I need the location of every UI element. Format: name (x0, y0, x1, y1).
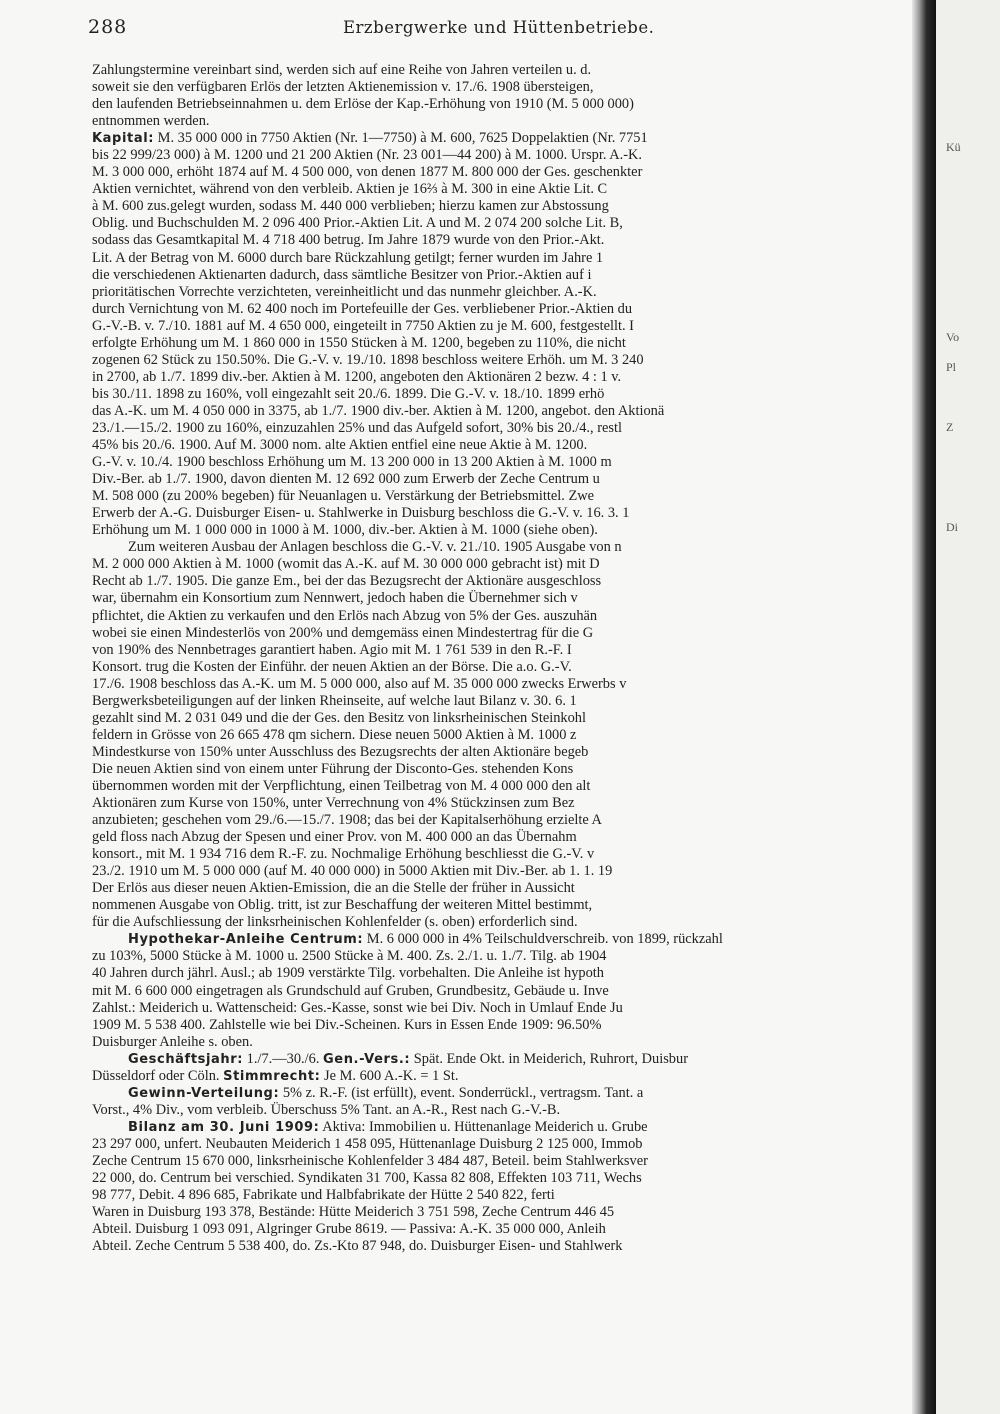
line-text: zogenen 62 Stück zu 150.50%. Die G.-V. v. 19./10. 1898 beschloss weitere Erhöh. um M. 3 240 (92, 351, 644, 368)
running-title: Erzbergwerke und Hüttenbetriebe. (343, 18, 655, 37)
line-text: sodass das Gesamtkapital M. 4 718 400 betrug. Im Jahre 1879 wurde von den Prior.-Akt. (92, 232, 605, 249)
line-text: 23./2. 1910 um M. 5 000 000 (auf M. 40 000 000) in 5000 Aktien mit Div.-Ber. ab 1. 1. 19 (92, 863, 613, 880)
text-line (92, 1221, 908, 1238)
line-text: erfolgte Erhöhung um M. 1 860 000 in 1550 Stücken à M. 1200, begeben zu 110%, die nicht (92, 334, 626, 351)
line-text: Mindestkurse von 150% unter Ausschluss des Bezugsrechts der alten Aktionäre begeb (92, 743, 589, 760)
text-line (92, 522, 908, 539)
facing-page-fragment: Vo (946, 330, 960, 344)
page-number: 288 (88, 16, 128, 38)
text-line (92, 130, 908, 147)
line-text: Div.-Ber. ab 1./7. 1900, davon dienten M. 12 692 000 zum Erwerb der Zeche Centrum u (92, 471, 600, 488)
line-text: 23./1.—15./2. 1900 zu 160%, einzuzahlen 25% und das Aufgeld sofort, 30% bis 20./4., restl (92, 419, 622, 436)
text-line (92, 369, 908, 386)
facing-page-edge (936, 0, 1000, 1414)
line-text: Die neuen Aktien sind von einem unter Führung der Disconto-Ges. stehenden Kons (92, 760, 574, 777)
text-line (92, 744, 908, 761)
text-line (92, 113, 908, 130)
text-line (92, 1204, 908, 1221)
text-line (92, 386, 908, 403)
text-line (92, 147, 908, 164)
line-text: das A.-K. um M. 4 050 000 in 3375, ab 1./7. 1900 div.-ber. Aktien à M. 1200, angebot. den Aktionä (92, 402, 665, 419)
line-text: 1909 M. 5 538 400. Zahlstelle wie bei Div.-Scheinen. Kurs in Essen Ende 1909: 96.50% (92, 1016, 602, 1033)
line-text: Aktionären zum Kurse von 150%, unter Verrechnung von 4% Stückzinsen zum Bez (92, 795, 575, 812)
text-line (92, 164, 908, 181)
text-line (92, 573, 908, 590)
line-text: Konsort. trug die Kosten der Einführ. der neuen Aktien an der Börse. Die a.o. G.-V. (92, 658, 572, 675)
line-text: pflichtet, die Aktien zu verkaufen und den Erlös nach Abzug von 5% der Ges. auszuhän (92, 607, 598, 624)
line-text: entnommen werden. (92, 113, 210, 130)
text-line (92, 1051, 908, 1068)
line-text: prioritätischen Vorrechte verzichteten, vereinheitlicht und das nunmehr gleichber. A.-K. (92, 283, 597, 300)
line-text: Der Erlös aus dieser neuen Aktien-Emission, die an die Stelle der früher in Aussicht (92, 880, 575, 897)
text-line (92, 1068, 908, 1085)
text-line (92, 62, 908, 79)
text-line (92, 625, 908, 642)
line-text: G.-V.-B. v. 7./10. 1881 auf M. 4 650 000, eingeteilt in 7750 Aktien zu je M. 600, festgestellt. I (92, 317, 634, 334)
text-line (92, 590, 908, 607)
text-line (92, 250, 908, 267)
line-text: anzubieten; geschehen vom 29./6.—15./7. 1908; das bei der Kapitalserhöhung erzielte A (92, 812, 602, 829)
line-text: von 190% des Nennbetrages garantiert haben. Agio mit M. 1 761 539 in den R.-F. I (92, 641, 572, 658)
text-line (92, 897, 908, 914)
line-text: durch Vernichtung von M. 62 400 noch im Portefeuille der Ges. verbliebener Prior.-Aktien du (92, 300, 633, 317)
facing-page-fragment: Pl (946, 360, 957, 374)
text-line (92, 880, 908, 897)
book-gutter (912, 0, 936, 1414)
line-text: die verschiedenen Aktienarten dadurch, dass sämtliche Besitzer von Prior.-Aktien auf i (92, 266, 592, 283)
line-text: Lit. A der Betrag von M. 6000 durch bare Rückzahlung getilgt; ferner wurden im Jahre 1 (92, 249, 604, 266)
text-line (92, 676, 908, 693)
text-line (92, 710, 908, 727)
line-text: 23 297 000, unfert. Neubauten Meiderich 1 458 095, Hüttenanlage Duisburg 2 125 000, Immob (92, 1135, 643, 1152)
text-line (92, 267, 908, 284)
section-heading: Geschäftsjahr: (128, 1051, 244, 1067)
text-line (92, 659, 908, 676)
text-line (92, 454, 908, 471)
text-line (92, 437, 908, 454)
text-line (92, 829, 908, 846)
line-text: Spät. Ende Okt. in Meiderich, Ruhrort, Duisbur (410, 1050, 688, 1067)
text-line (92, 539, 908, 556)
line-text: bis 30./11. 1898 zu 160%, voll eingezahlt seit 20./6. 1899. Die G.-V. v. 18./10. 1899 erhö (92, 385, 605, 402)
line-text: 40 Jahren durch jährl. Ausl.; ab 1909 verstärkte Tilg. vorbehalten. Die Anleihe ist hypoth (92, 965, 604, 982)
line-text: Zum weiteren Ausbau der Anlagen beschloss die G.-V. v. 21./10. 1905 Ausgabe von n (128, 539, 622, 556)
text-line (92, 761, 908, 778)
line-text: Vorst., 4% Div., vom verbleib. Überschuss 5% Tant. an A.-R., Rest nach G.-V.-B. (92, 1101, 561, 1118)
line-text: Duisburger Anleihe s. oben. (92, 1033, 253, 1050)
line-text: geld floss nach Abzug der Spesen und einer Prov. von M. 400 000 an das Übernahm (92, 829, 577, 846)
text-line (92, 301, 908, 318)
line-text: Abteil. Zeche Centrum 5 538 400, do. Zs.-Kto 87 948, do. Duisburger Eisen- und Stahlwerk (92, 1238, 623, 1255)
line-text: 45% bis 20./6. 1900. Auf M. 3000 nom. alte Aktien entfiel eine neue Aktie à M. 1200. (92, 437, 588, 454)
line-text: à M. 600 zus.gelegt wurden, sodass M. 440 000 verblieben; hierzu kamen zur Abstossung (92, 198, 609, 215)
line-text: für die Aufschliessung der linksrheinischen Kohlenfelder (s. oben) erforderlich sind. (92, 914, 578, 931)
text-line (92, 1238, 908, 1255)
section-heading: Bilanz am 30. Juni 1909: (128, 1119, 320, 1135)
text-line (92, 1085, 908, 1102)
text-line (92, 215, 908, 232)
text-line (92, 420, 908, 437)
text-line (92, 795, 908, 812)
body-text (92, 62, 908, 1255)
line-text: übernommen worden mit der Verpflichtung, einen Teilbetrag von M. 4 000 000 den alt (92, 777, 591, 794)
text-line (92, 846, 908, 863)
line-text: Waren in Duisburg 193 378, Bestände: Hütte Meiderich 3 751 598, Zeche Centrum 446 45 (92, 1204, 615, 1221)
line-text: Zahlungstermine vereinbart sind, werden sich auf eine Reihe von Jahren verteilen u. d. (92, 62, 592, 78)
text-line (92, 318, 908, 335)
line-text: Abteil. Duisburg 1 093 091, Algringer Grube 8619. — Passiva: A.-K. 35 000 000, Anleih (92, 1221, 606, 1238)
line-text: Je M. 600 A.-K. = 1 St. (320, 1067, 459, 1084)
text-line (92, 727, 908, 744)
text-line (92, 1153, 908, 1170)
line-text: 1./7.—30./6. (243, 1050, 324, 1067)
line-text: M. 2 000 000 Aktien à M. 1000 (womit das A.-K. auf M. 30 000 000 gebracht ist) mit D (92, 556, 600, 573)
text-line (92, 79, 908, 96)
text-line (92, 812, 908, 829)
text-line (92, 471, 908, 488)
facing-page-fragment: Di (946, 520, 958, 534)
line-text: M. 508 000 (zu 200% begeben) für Neuanlagen u. Verstärkung der Betriebsmittel. Zwe (92, 488, 595, 505)
line-text: Bergwerksbeteiligungen auf der linken Rheinseite, auf welche laut Bilanz v. 30. 6. 1 (92, 692, 577, 709)
text-line (92, 1170, 908, 1187)
line-text: M. 6 000 000 in 4% Teilschuldverschreib. von 1899, rückzahl (363, 931, 723, 948)
line-text: G.-V. v. 10./4. 1900 beschloss Erhöhung um M. 13 200 000 in 13 200 Aktien à M. 1000 m (92, 454, 612, 471)
section-heading: Gewinn-Verteilung: (128, 1085, 280, 1101)
text-line (92, 335, 908, 352)
line-text: bis 22 999/23 000) à M. 1200 und 21 200 Aktien (Nr. 23 001—44 200) à M. 1000. Urspr. A.-K. (92, 147, 643, 164)
text-line (92, 198, 908, 215)
line-text: Oblig. und Buchschulden M. 2 096 400 Prior.-Aktien Lit. A und M. 2 074 200 solche Lit. B, (92, 215, 623, 232)
text-line (92, 863, 908, 880)
line-text: 17./6. 1908 beschloss das A.-K. um M. 5 000 000, also auf M. 35 000 000 zwecks Erwerbs v (92, 675, 627, 692)
section-heading: Kapital: (92, 131, 155, 147)
text-line (92, 914, 908, 931)
line-text: M. 35 000 000 in 7750 Aktien (Nr. 1—7750) à M. 600, 7625 Doppelaktien (Nr. 7751 (154, 130, 648, 147)
line-text: in 2700, ab 1./7. 1899 div.-ber. Aktien à M. 1200, angeboten den Aktionären 2 bezw. 4 : 1 v. (92, 368, 622, 385)
text-line (92, 1187, 908, 1204)
line-text: Zeche Centrum 15 670 000, linksrheinische Kohlenfelder 3 484 487, Beteil. beim Stahlwerksver (92, 1153, 648, 1169)
line-text: gezahlt sind M. 2 031 049 und die der Ges. den Besitz von linksrheinischen Steinkohl (92, 709, 587, 726)
line-text: war, übernahm ein Konsortium zum Nennwert, jedoch haben die Übernehmer sich v (92, 590, 578, 607)
line-text: Düsseldorf oder Cöln. (92, 1067, 224, 1084)
line-text: zu 103%, 5000 Stücke à M. 1000 u. 2500 Stücke à M. 400. Zs. 2./1. u. 1./7. Tilg. ab 1904 (92, 948, 607, 965)
facing-page-fragment: Z (946, 420, 954, 434)
line-text: soweit sie den verfügbaren Erlös der letzten Aktienemission v. 17./6. 1908 übersteigen, (92, 79, 594, 96)
line-text: 22 000, do. Centrum bei verschied. Syndikaten 31 700, Kassa 82 808, Effekten 103 711, Wechs (92, 1170, 642, 1187)
text-line (92, 948, 908, 965)
text-line (92, 931, 908, 948)
line-text: 98 777, Debit. 4 896 685, Fabrikate und Halbfabrikate der Hütte 2 540 822, ferti (92, 1187, 555, 1204)
section-heading: Hypothekar-Anleihe Centrum: (128, 932, 364, 948)
line-text: Aktiva: Immobilien u. Hüttenanlage Meiderich u. Grube (319, 1118, 648, 1135)
text-line (92, 778, 908, 795)
text-line (92, 608, 908, 625)
section-heading: Stimmrecht: (223, 1068, 321, 1084)
facing-page-fragment: Kü (946, 140, 961, 154)
text-line (92, 693, 908, 710)
page-header (88, 16, 908, 46)
text-line (92, 1034, 908, 1051)
line-text: mit M. 6 600 000 eingetragen als Grundschuld auf Gruben, Grundbesitz, Gebäude u. Inve (92, 982, 609, 999)
line-text: nommenen Ausgabe von Oblig. tritt, ist zur Beschaffung der weiteren Mittel bestimmt, (92, 897, 593, 914)
text-line (92, 1000, 908, 1017)
text-line (92, 642, 908, 659)
line-text: M. 3 000 000, erhöht 1874 auf M. 4 500 000, von denen 1877 M. 800 000 der Ges. geschenkter (92, 164, 643, 181)
text-line (92, 488, 908, 505)
line-text: Aktien vernichtet, während von den verbleib. Aktien je 16⅔ à M. 300 in eine Aktie Lit. C (92, 181, 608, 198)
text-line (92, 403, 908, 420)
line-text: Recht ab 1./7. 1905. Die ganze Em., bei der das Bezugsrecht der Aktionäre ausgeschloss (92, 573, 602, 590)
text-line (92, 983, 908, 1000)
line-text: konsort., mit M. 1 934 716 dem R.-F. zu. Nochmalige Erhöhung beschliesst die G.-V. v (92, 846, 595, 863)
line-text: Zahlst.: Meiderich u. Wattenscheid: Ges.-Kasse, sonst wie bei Div. Noch in Umlauf Ende Ju (92, 999, 623, 1016)
text-line (92, 284, 908, 301)
text-line (92, 181, 908, 198)
line-text: 5% z. R.-F. (ist erfüllt), event. Sonderrückl., vertragsm. Tant. a (279, 1084, 644, 1101)
text-line (92, 232, 908, 249)
line-text: den laufenden Betriebseinnahmen u. dem Erlöse der Kap.-Erhöhung von 1910 (M. 5 000 000) (92, 96, 634, 113)
text-line (92, 1102, 908, 1119)
text-line (92, 1119, 908, 1136)
text-line (92, 505, 908, 522)
text-line (92, 1017, 908, 1034)
text-line (92, 1136, 908, 1153)
text-line (92, 352, 908, 369)
text-line (92, 556, 908, 573)
line-text: Erhöhung um M. 1 000 000 in 1000 à M. 1000, div.-ber. Aktien à M. 1000 (siehe oben). (92, 522, 598, 539)
text-line (92, 96, 908, 113)
line-text: Erwerb der A.-G. Duisburger Eisen- u. Stahlwerke in Duisburg beschloss die G.-V. v. 16. 3. 1 (92, 505, 630, 522)
text-line (92, 965, 908, 982)
section-heading: Gen.-Vers.: (323, 1051, 411, 1067)
line-text: wobei sie einen Mindesterlös von 200% und demgemäss einen Mindestertrag für die G (92, 624, 594, 641)
line-text: feldern in Grösse von 26 665 478 qm sichern. Diese neuen 5000 Aktien à M. 1000 z (92, 726, 577, 743)
